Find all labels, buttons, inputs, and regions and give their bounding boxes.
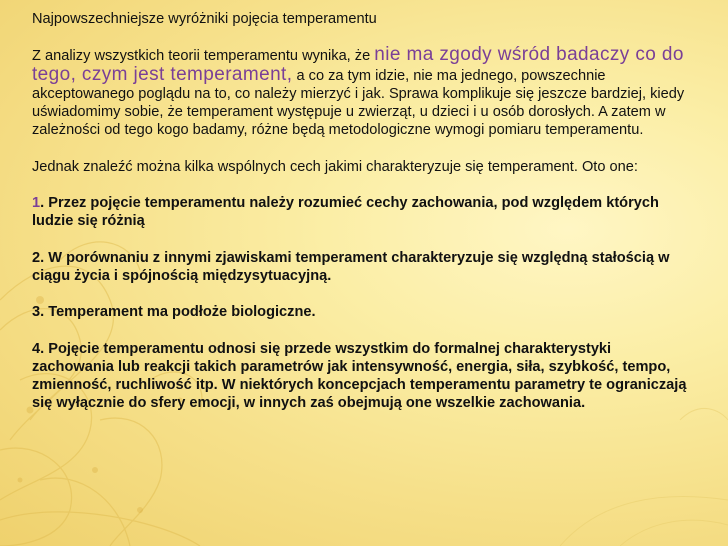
- point-3: [32, 303, 696, 321]
- paragraph-analysis-intro: Z analizy wszystkich teorii temperamentu wynika, że: [32, 48, 375, 65]
- paragraph-analysis-rest: a co za tym idzie, nie ma jednego, powszechnie akceptowanego poglądu na to, co należy mierzyć i jak. Sprawa komplikuje się jeszcze bardziej, kiedy uświadomimy sobie, że temperament występuje u zwierząt, u dzieci i u osób dorosłych. A zatem w zależności od tego kogo badamy, różne będą metodologiczne wymogi pomiaru temperamentu.: [32, 67, 685, 139]
- paragraph-common-features: Jednak znaleźć można kilka wspólnych cech jakimi charakteryzuje się temperament. Oto one:: [32, 158, 638, 175]
- point-4-text: . Pojęcie temperamentu odnosi się przede wszystkim do formalnej charakterystyki zachowania lub reakcji takich parametrów jak intensywność, energia, siła, szybkość, tempo, zmienność, ruchliwość itp. W niektórych koncepcjach temperamentu parametry te ograniczają się wyłącznie do sfery emocji, w innych zaś obejmują one wszelkie zachowania.: [32, 340, 687, 412]
- highlighted-statement: nie ma zgody wśród badaczy co do tego, czym jest temperament,: [32, 44, 684, 85]
- point-2-number: 2: [32, 249, 41, 266]
- point-1: [32, 194, 696, 231]
- paragraph-analysis: [32, 46, 696, 139]
- point-1-number: 1: [32, 195, 41, 212]
- point-3-number: 3: [32, 304, 41, 321]
- point-4: [32, 340, 696, 413]
- point-2: [32, 249, 696, 286]
- point-2-text: . W porównaniu z innymi zjawiskami temperament charakteryzuje się względną stałością w ciągu życia i spójnością międzysytuacyjną.: [32, 249, 670, 284]
- point-1-text: . Przez pojęcie temperamentu należy rozumieć cechy zachowania, pod względem których ludzie się różnią: [32, 195, 659, 230]
- point-4-number: 4: [32, 340, 41, 357]
- slide-title: Najpowszechniejsze wyróżniki pojęcia temperamentu: [32, 11, 377, 27]
- point-3-text: . Temperament ma podłoże biologiczne.: [40, 304, 316, 321]
- slide-content: [32, 10, 696, 413]
